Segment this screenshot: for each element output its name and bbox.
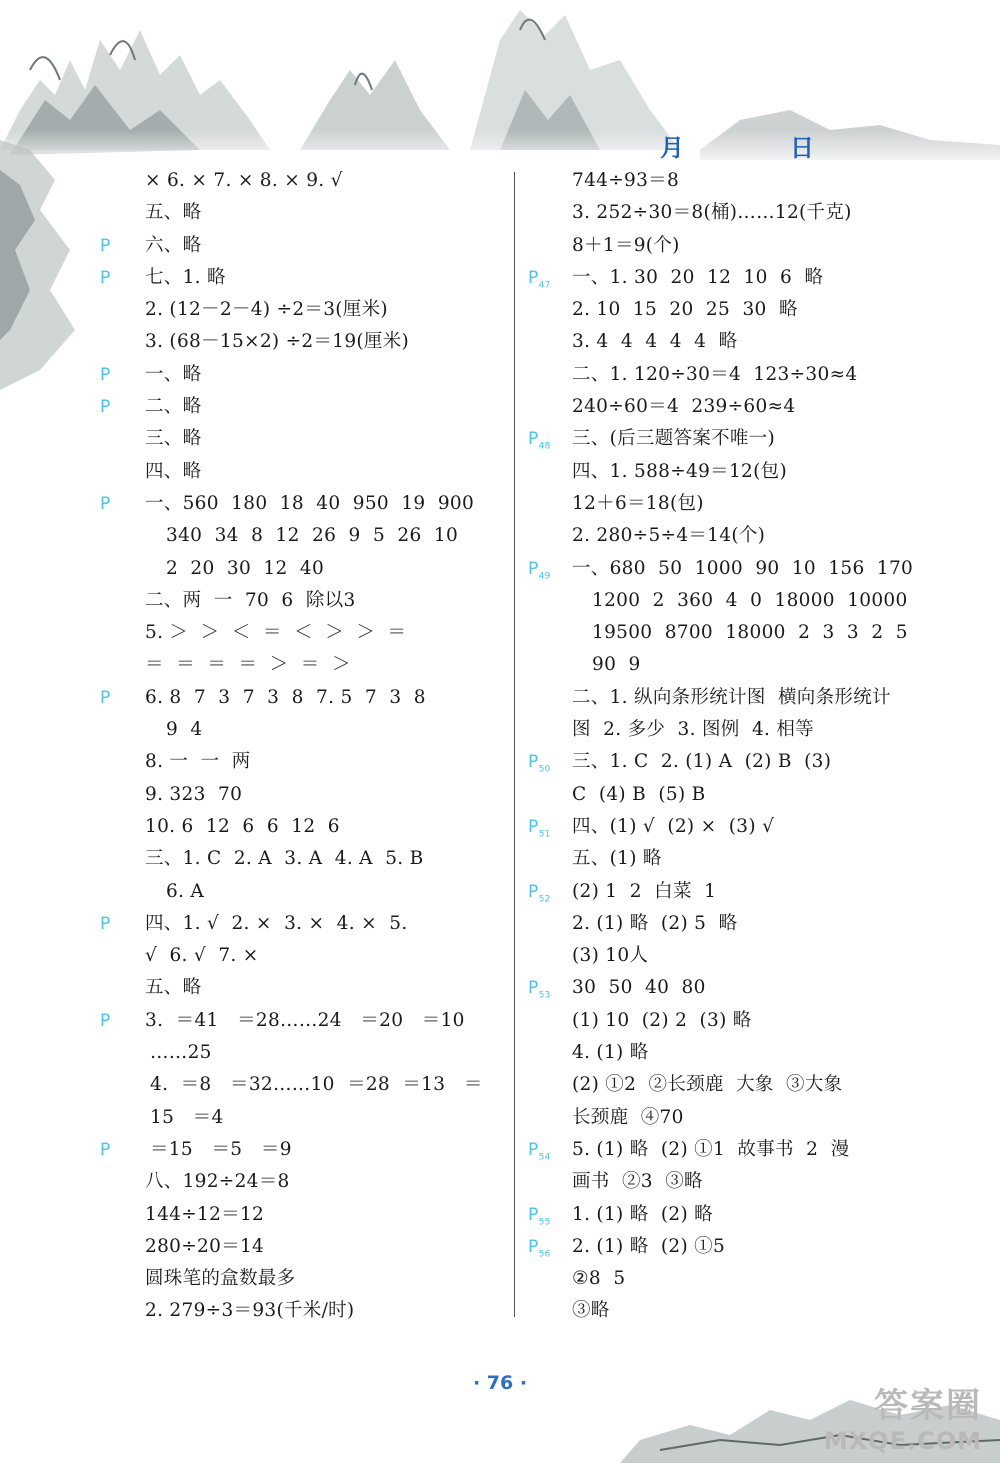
answer-line (100, 1005, 510, 1037)
answer-line (100, 940, 510, 972)
answer-line (100, 423, 510, 455)
answer-text: √ 6. √ 7. × (145, 945, 259, 967)
answer-text: × 6. × 7. × 8. × 9. √ (145, 170, 343, 191)
answer-text: 280÷20＝14 (145, 1235, 265, 1257)
answer-line (528, 230, 968, 262)
answer-text: 3. 252÷30＝8(桶)……12(千克) (572, 202, 852, 224)
answer-line (528, 488, 968, 520)
answer-text: 三、略 (145, 428, 202, 450)
answer-line (528, 520, 968, 552)
answer-text: 5. ＞ ＞ ＜ ＝ ＜ ＞ ＞ ＝ (145, 622, 407, 644)
column-divider (514, 172, 515, 1317)
answer-line (100, 1102, 510, 1134)
answer-text: 画书 ②3 ③略 (572, 1171, 703, 1193)
answer-line (528, 682, 968, 714)
answer-text: 4. (1) 略 (572, 1042, 649, 1064)
answer-line (528, 1199, 968, 1231)
answer-text: 4. ＝8 ＝32……10 ＝28 ＝13 ＝ (150, 1074, 483, 1096)
answer-line (100, 488, 510, 520)
answer-text: 2. 280÷5÷4＝14(个) (572, 525, 766, 547)
answer-text: ②8 5 (572, 1268, 626, 1290)
watermark-url: MXQE.COM (823, 1427, 982, 1455)
answer-text: C (4) B (5) B (572, 783, 706, 805)
answer-line (528, 649, 968, 681)
answer-text: 五、略 (145, 202, 202, 224)
answer-text: 8＋1＝9(个) (572, 234, 680, 256)
answer-text: 2. (1) 略 (2) ①5 (572, 1235, 726, 1257)
answer-line (528, 1037, 968, 1069)
answer-line (528, 553, 968, 585)
answer-line (528, 1295, 968, 1327)
page-number: · 76 · (472, 1372, 528, 1394)
answer-line (528, 1102, 968, 1134)
answer-line (100, 1295, 510, 1327)
answer-line (100, 843, 510, 875)
answer-line (528, 197, 968, 229)
watermark-logo-text: 答案圈 (874, 1386, 982, 1426)
page-marker: $P_{48}$ (528, 429, 551, 452)
page-marker: $P_{53}$ (528, 978, 551, 1001)
answer-line (100, 553, 510, 585)
answer-text: 圆珠笔的盒数最多 (145, 1268, 296, 1290)
answer-line (100, 456, 510, 488)
page-marker: $P_{55}$ (528, 1204, 551, 1227)
answer-text: 长颈鹿 ④70 (572, 1106, 684, 1128)
page-marker: P (100, 1139, 111, 1160)
answer-line (528, 423, 968, 455)
answer-line (100, 326, 510, 358)
answer-text: 八、192÷24＝8 (145, 1171, 290, 1193)
answer-line (100, 811, 510, 843)
day-label: 日 (790, 134, 814, 162)
answer-text: 四、(1) √ (2) × (3) √ (572, 815, 775, 837)
answer-line (528, 1005, 968, 1037)
answer-line (100, 230, 510, 262)
answer-line (100, 876, 510, 908)
answer-line (100, 714, 510, 746)
answer-text: 3. (68－15×2) ÷2＝19(厘米) (145, 331, 410, 353)
answer-line (528, 1166, 968, 1198)
answer-text: 二、1. 120÷30＝4 123÷30≈4 (572, 363, 858, 385)
answer-line (528, 391, 968, 423)
answer-line (100, 585, 510, 617)
answer-line (528, 714, 968, 746)
answer-text: 三、1. C 2. A 3. A 4. A 5. B (145, 848, 424, 870)
answer-text: 240÷60＝4 239÷60≈4 (572, 396, 796, 418)
answer-text: 12＋6＝18(包) (572, 492, 704, 514)
answer-line (100, 520, 510, 552)
answer-line (528, 1263, 968, 1295)
answer-line (100, 1069, 510, 1101)
page-marker: $P_{54}$ (528, 1139, 551, 1163)
answer-text: ……25 (150, 1042, 212, 1064)
answer-text: 三、1. C 2. (1) A (2) B (3) (572, 751, 832, 773)
answer-text: 8. 一 一 两 (145, 751, 251, 773)
answer-text: 六、略 (145, 234, 202, 256)
answer-text: 744÷93＝8 (572, 170, 680, 191)
answer-line (100, 746, 510, 778)
answer-text: 340 34 8 12 26 9 5 26 10 (166, 525, 459, 547)
answer-line (528, 262, 968, 294)
answer-text: (2) 1 2 白菜 1 (572, 880, 717, 902)
answer-text: 2. (12－2－4) ÷2＝3(厘米) (145, 299, 388, 321)
page-marker: P (100, 235, 111, 256)
answer-line (528, 359, 968, 391)
answer-text: 二、1. 纵向条形统计图 横向条形统计 (572, 686, 891, 708)
page-marker: $P_{51}$ (528, 816, 551, 840)
answer-line (528, 940, 968, 972)
answer-text: 9 4 (166, 719, 203, 741)
answer-text: (1) 10 (2) 2 (3) 略 (572, 1009, 752, 1031)
answer-line (528, 456, 968, 488)
answer-text: 5. (1) 略 (2) ①1 故事书 2 漫 (572, 1138, 850, 1160)
answer-text: 七、1. 略 (145, 266, 226, 288)
answer-text: (3) 10人 (572, 945, 649, 967)
answer-text: 15 ＝4 (150, 1106, 224, 1128)
answer-text: 五、略 (145, 977, 202, 999)
answer-line (528, 779, 968, 811)
answer-line (528, 1134, 968, 1166)
answer-text: 10. 6 12 6 6 12 6 (145, 815, 340, 837)
watermark (824, 1378, 982, 1455)
page-marker: P (100, 267, 111, 288)
answer-line (100, 391, 510, 423)
right-answer-column (528, 165, 968, 1328)
page-marker: P (100, 1010, 111, 1031)
answer-line (100, 1231, 510, 1263)
answer-text: 四、1. √ 2. × 3. × 4. × 5. (145, 912, 408, 934)
answer-line (528, 908, 968, 940)
page-marker: P (100, 364, 111, 385)
answer-text: ＝ ＝ ＝ ＝ ＞ ＝ ＞ (145, 654, 351, 676)
page-marker: $P_{47}$ (528, 267, 551, 291)
answer-line (528, 1231, 968, 1263)
answer-line (528, 165, 968, 197)
page-marker: P (100, 397, 111, 418)
answer-line (100, 1199, 510, 1231)
page-marker: P (100, 913, 111, 934)
answer-text: (2) ①2 ②长颈鹿 大象 ③大象 (572, 1074, 843, 1096)
answer-text: 6. 8 7 3 7 3 8 7. 5 7 3 8 (145, 686, 426, 708)
answer-text: ＝15 ＝5 ＝9 (150, 1138, 292, 1160)
landscape-banner (0, 0, 1000, 170)
page-marker: P (100, 687, 111, 708)
answer-line (528, 876, 968, 908)
answer-text: 三、(后三题答案不唯一) (572, 428, 776, 450)
answer-line (528, 326, 968, 358)
answer-text: ③略 (572, 1300, 610, 1322)
answer-line (528, 294, 968, 326)
page-marker: $P_{56}$ (528, 1236, 551, 1260)
answer-line (100, 617, 510, 649)
answer-text: 1200 2 360 4 0 18000 10000 (592, 589, 908, 611)
answer-text: 19500 8700 18000 2 3 3 2 5 (592, 622, 908, 644)
answer-text: 图 2. 多少 3. 图例 4. 相等 (572, 719, 814, 741)
answer-text: 四、1. 588÷49＝12(包) (572, 460, 787, 482)
answer-line (100, 1037, 510, 1069)
month-label: 月 (660, 134, 684, 162)
answer-line (100, 649, 510, 681)
answer-line (528, 972, 968, 1004)
answer-text: 144÷12＝12 (145, 1203, 265, 1225)
answer-line (100, 1166, 510, 1198)
left-answer-column (100, 165, 510, 1328)
answer-text: 一、略 (145, 363, 202, 385)
answer-line (100, 908, 510, 940)
answer-text: 1. (1) 略 (2) 略 (572, 1203, 713, 1225)
answer-text: 30 50 40 80 (572, 977, 706, 999)
answer-line (528, 1069, 968, 1101)
answer-line (528, 811, 968, 843)
answer-text: 五、(1) 略 (572, 848, 662, 870)
page-marker: $P_{52}$ (528, 881, 551, 904)
answer-text: 9. 323 70 (145, 783, 243, 805)
answer-text: 四、略 (145, 460, 202, 482)
answer-text: 3. ＝41 ＝28……24 ＝20 ＝10 (145, 1009, 465, 1031)
answer-text: 2 20 30 12 40 (166, 557, 325, 579)
answer-text: 二、略 (145, 396, 202, 418)
answer-text: 一、1. 30 20 12 10 6 略 (572, 266, 824, 288)
answer-text: 一、560 180 18 40 950 19 900 (145, 492, 475, 514)
answer-line (100, 1134, 510, 1166)
answer-line (100, 779, 510, 811)
answer-text: 2. (1) 略 (2) 5 略 (572, 912, 738, 934)
answer-text: 2. 279÷3＝93(千米/时) (145, 1300, 355, 1322)
landscape-left-art (0, 140, 110, 390)
page-marker: P (100, 493, 111, 514)
answer-text: 90 9 (592, 654, 641, 676)
answer-line (100, 262, 510, 294)
answer-text: 一、680 50 1000 90 10 156 170 (572, 557, 914, 579)
answer-line (528, 843, 968, 875)
page-marker: $P_{50}$ (528, 752, 551, 775)
answer-line (100, 294, 510, 326)
answer-text: 二、两 一 70 6 除以3 (145, 589, 356, 611)
answer-line (100, 165, 510, 197)
answer-line (100, 972, 510, 1004)
answer-line (100, 359, 510, 391)
answer-line (100, 682, 510, 714)
answer-line (528, 617, 968, 649)
answer-text: 3. 4 4 4 4 4 略 (572, 331, 738, 353)
page-marker: $P_{49}$ (528, 558, 551, 581)
answer-line (100, 1263, 510, 1295)
answer-line (100, 197, 510, 229)
answer-line (528, 585, 968, 617)
answer-text: 2. 10 15 20 25 30 略 (572, 299, 798, 321)
answer-text: 6. A (166, 880, 205, 902)
answer-line (528, 746, 968, 778)
